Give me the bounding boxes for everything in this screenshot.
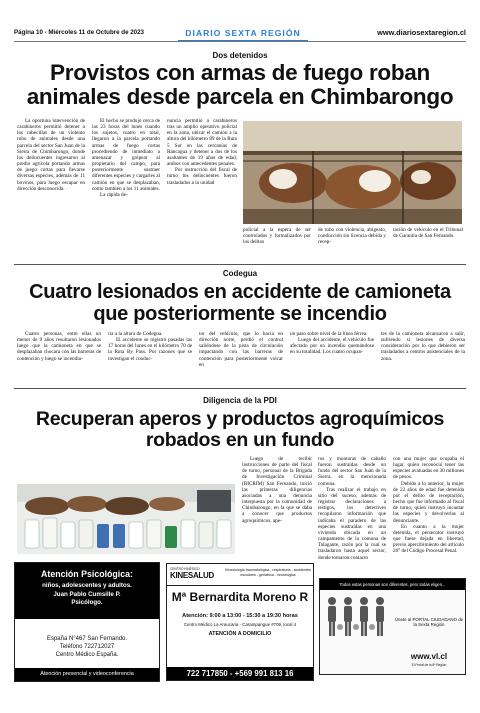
article3-paragraph: Luego de recibir instrucciones de parte del fiscal de turno, personal de la Brigada de Investigación Criminal (BICRIM) San Fernando, inició las primeras diligencias asociadas a una denuncia interpuesta por la comunidad de Chimbarongo, en la que se daba a conocer que productos agroquímicos, ape- (242, 456, 312, 524)
article2-headline-line1: Cuatro lesionados en accidente de camioneta (29, 281, 451, 303)
article1-column-6 (393, 227, 463, 239)
article2-headline-line2: que posteriormente se incendio (93, 303, 387, 325)
article2-paragraph: Luego del accidente, el vehículo fue afectado por un incendio quemándose en su totalidad. Los cuatro ocupan- (290, 337, 374, 356)
article1-paragraph: policial a la espera de ser controlados y formalizados por los delitos (243, 227, 311, 246)
people-illustration-icon (324, 593, 394, 649)
portal-ad-url-subtitle: El Portal de la 6ª Región (411, 663, 447, 667)
psychologist-ad-body (15, 635, 159, 659)
article2-paragraph: tor del vehículo, que lo hacía en dirección norte, perdió el control saliéndose de la pista de circulación impactando con las barreras de contención para posteriormente volcar en (199, 331, 283, 368)
kinesalud-logo (170, 567, 214, 583)
website-link[interactable]: www.diariosextaregion.cl (377, 28, 466, 37)
psychologist-ad-role: Psicólogo. (71, 599, 103, 606)
kinesalud-ad-header (167, 564, 313, 586)
kinesalud-logo-top: CENTRO KINÉSICO (170, 567, 200, 571)
article1-column-4 (243, 227, 311, 245)
psychologist-ad-name: Juan Pablo Cumsille P. (53, 591, 121, 598)
article1-column-2 (92, 118, 160, 198)
article2-column-2 (108, 331, 192, 362)
psychologist-ad-footer: Atención presencial y videoconferencia (15, 668, 159, 681)
article1-column-5 (318, 227, 386, 245)
psychologist-ad-center: Centro Médico España. (55, 652, 119, 658)
seized-goods-photo (17, 484, 235, 554)
kinesalud-phones: 722 717850 - +569 991 813 16 (167, 667, 313, 680)
kinesalud-logo-text: KINESALUD (170, 571, 214, 580)
kinesalud-hours: Atención: 9:00 a 13:00 - 15:30 a 19:30 horas (182, 613, 298, 619)
article3-headline (0, 409, 480, 451)
kinesalud-address: Centro Médico La Araucaria - Carampangue #709, local 4 (183, 622, 297, 627)
kinesalud-home-service: ATENCIÓN A DOMICILIO (208, 631, 272, 637)
article1-kicker: Dos detenidos (212, 51, 268, 60)
article2-column-5 (381, 331, 465, 362)
kinesalud-ad[interactable] (166, 563, 314, 681)
kinesalud-specialties: Kinesiología traumatológica - respiratoria - accidentes escolares - geriátrica - neurológica (225, 568, 311, 577)
article1-paragraph: El hecho se produjo cerca de las 23 horas del lunes cuando los sujetos, cuatro en total, llegaron a la parcela portando armas de fuego cortas procediendo de inmediato a amenazar y golpear al propietario del campo, para posteriormente sustraer diferentes especies y cargarles al camión en que se desplazaban, como también a los 11 animales. (92, 118, 160, 192)
article1-column-3 (167, 118, 237, 186)
article2-column-1 (17, 331, 101, 362)
article1-paragraph: La rápida de- (100, 191, 128, 198)
article1-column-1 (17, 118, 85, 192)
article1-headline (0, 61, 480, 109)
article3-paragraph: ros y monturas de caballo fueron sustraídas desde un fundo del sector San Juan de la Sierra, en la mencionada comuna. (318, 456, 386, 487)
article3-column-3 (393, 456, 464, 555)
page-info: Página 10 - Miércoles 11 de Octubre de 2023 (14, 29, 144, 36)
article2-column-3 (199, 331, 283, 368)
article2-paragraph: Cuatro personas, entre ellas un menor de 9 años resultaron lesionados luego que la camioneta en que se desplazaban chocara con las barreras de contención y luego se incendia- (17, 331, 101, 362)
psychologist-ad-address: España N°467 San Fernando. (46, 636, 128, 642)
article2-kicker: Codegua (222, 269, 258, 278)
portal-ad-url[interactable]: www.vl.cl (410, 652, 448, 661)
article3-column-2 (318, 456, 386, 561)
article2-paragraph: El accidente se registró pasadas las 17 horas del lunes en el kilómetro 70 de la Ruta By Pass. Por razones que se investigan el conduc- (108, 337, 192, 362)
article1-headline-line2: animales desde parcela en Chimbarongo (26, 84, 454, 109)
article3-headline-line1: Recuperan aperos y productos agroquímicos (35, 408, 445, 430)
psychologist-ad-header (15, 563, 159, 619)
article2-headline (0, 281, 480, 325)
cattle-photo (243, 121, 462, 224)
article1-paragraph: La oportuna intervención de carabineros permitió detener a los cabecillas de un violento robo de animales desde una parcela del sector San Juan de la Sierra de Chimbarongo, donde los delincuentes ingresaron al predio agrícola portando armas de juego cortas para llevarse diversas especies, además de 11 bovinos, para luego escapar en dirección desconocida. (17, 118, 85, 192)
article1-paragraph: de robo con violencia, abigeato, conducción sin licencia debida y recep- (318, 227, 386, 246)
psychologist-ad[interactable] (14, 562, 160, 682)
article1-headline-line1: Provistos con armas de fuego roban (50, 60, 430, 85)
article3-column-1 (242, 456, 312, 524)
article3-kicker: Diligencia de la PDI (203, 396, 277, 405)
article2-column-4 (290, 331, 374, 356)
portal-ad-text: Únete al PORTAL CIUDADANO de la Sexta Región (394, 617, 464, 628)
page-header (14, 26, 466, 46)
header-divider (14, 41, 466, 42)
masthead: DIARIO SEXTA REGIÓN (178, 26, 308, 42)
kinesalud-practitioner-name: Mª Bernardita Moreno R (171, 590, 309, 604)
article3-paragraph: Tras realizar el trabajo en sitio del suceso, además de registrar declaraciones a testigos, los detectives recopilaron información que indicaba el paradero de las especies sustraídas en una vivienda ubicada en un campamento de la comuna de Talagante, razón por la cual se trasladaron hasta aquel sector, donde tomaron contacto (318, 486, 386, 561)
portal-ad-tagline: Todos estas personas son diferentes, pero todas eligen... (320, 579, 465, 590)
psychologist-ad-phone: Teléfono 722712027 (59, 644, 115, 650)
article1-paragraph: Por instrucción del fiscal de turno los delincuentes fueron trasladados a la unidad (167, 167, 237, 186)
psychologist-ad-title: Atención Psicológica: (41, 569, 133, 579)
psychologist-ad-subtitle: niños, adolescentes y adultos. (42, 582, 132, 589)
section-divider (14, 264, 466, 265)
portal-ad[interactable] (319, 578, 466, 675)
article3-headline-line2: robados en un fundo (145, 429, 335, 451)
article2-paragraph: un paso sobre nivel de la línea férrea. (290, 331, 368, 337)
article3-paragraph: con una mujer que ocupaba el lugar, quien reconoció tener las especies avaluadas en 30 millones de pesos. (393, 456, 464, 481)
article1-paragraph: nuncia permitió a carabineros tras un amplio operativo policial en la zona, ubicar el camión a la altura del kilómetro 89 de la Ruta 5 Sur en las cercanías de Rancagua y detener a dos de los asaltantes de 19 años de edad, ambos con antecedentes penales. (167, 118, 237, 168)
section-divider (14, 388, 466, 389)
article1-paragraph: tación de vehículo en el Tribunal de Garantía de San Fernando. (393, 227, 463, 240)
article3-paragraph: Debido a lo anterior, la mujer de 22 años de edad fue detenida por el delito de receptación, hecho que fue informado al fiscal de turno, quien instruyó incautar las especies y devolverlas al denunciante. (393, 480, 464, 524)
article2-paragraph: ria a la altura de Codegua. (108, 331, 163, 337)
article3-paragraph: En cuanto a la mujer detenida, el persecutor instruyó que fuese dejada en libertad, previo apercibimiento del artículo 26° del Código Procesal Penal. (393, 523, 464, 555)
article2-paragraph: tes de la camioneta alcanzaron a salir, sufriendo sí lesiones de diversa consideración por lo que debieron ser trasladados a centros asistenciales de la zona. (381, 331, 465, 362)
